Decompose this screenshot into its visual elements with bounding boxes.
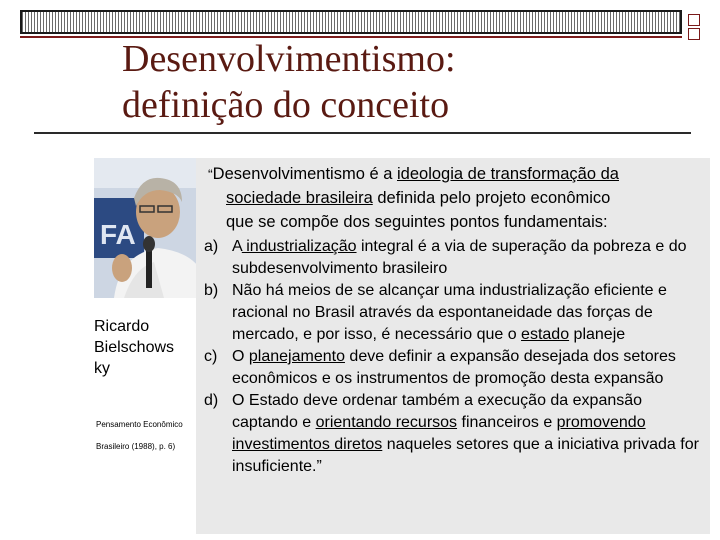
- item-d-underlined-2: promovendo investimentos diretos: [232, 414, 646, 453]
- caption-name-line2: Bielschows: [94, 339, 175, 356]
- item-b-underlined: estado: [521, 326, 570, 343]
- quote-intro-2b: definida pelo projeto econômico: [372, 189, 611, 207]
- slide-top-decoration: [20, 10, 682, 34]
- item-c-text: [232, 346, 700, 390]
- svg-text:FA: FA: [100, 219, 136, 250]
- item-d-post: naqueles setores que a iniciativa privada for insuficiente.”: [232, 436, 699, 475]
- item-c-post: deve definir a expansão desejada dos setores econômicos e os instrumentos de promoção desta expansão: [232, 348, 676, 387]
- slide-title-line1: Desenvolvimentismo:: [122, 38, 456, 80]
- quote-intro-2a: sociedade brasileira: [226, 189, 373, 207]
- caption-source-line2: Brasileiro (1988), p. 6): [96, 442, 176, 451]
- quote-points-list: [204, 236, 700, 478]
- quote-intro: [204, 162, 700, 234]
- item-c-underlined: planejamento: [248, 348, 345, 365]
- quote-intro-line1: [204, 162, 700, 186]
- item-a-marker: a): [204, 238, 219, 255]
- item-c-marker: c): [204, 348, 218, 365]
- slide-corner-box: [688, 14, 700, 26]
- item-a-text: [232, 236, 700, 280]
- caption-name-line1: Ricardo: [94, 318, 150, 335]
- caption-source: [96, 414, 183, 458]
- caption-source-line1: Pensamento Econômico: [96, 420, 183, 429]
- item-d-mid: financeiros e: [457, 414, 557, 431]
- item-b-marker: b): [204, 282, 219, 299]
- item-a-underlined: industrialização: [241, 238, 357, 255]
- item-d-text: [232, 390, 700, 478]
- quote-open-mark: “: [208, 166, 213, 182]
- slide-title-line2: definição do conceito: [122, 84, 450, 126]
- title-divider: [34, 132, 691, 134]
- item-d-pre: O Estado deve ordenar também a execução da expansão captando e: [232, 392, 643, 431]
- list-item-c: [204, 346, 700, 390]
- list-item-b: [204, 280, 700, 346]
- caption-name-line3: ky: [94, 360, 110, 377]
- quote-panel: [196, 158, 710, 534]
- item-a-pre: A: [232, 238, 242, 255]
- item-b-post: planeje: [569, 326, 626, 343]
- portrait-photo: [94, 158, 204, 298]
- quote-intro-1b: ideologia de transformação da: [397, 165, 619, 183]
- photo-caption: [94, 316, 174, 379]
- slide-title: [122, 36, 456, 128]
- item-a-post: integral é a via de superação da pobreza e do subdesenvolvimento brasileiro: [232, 238, 687, 277]
- quote-intro-line2: [204, 186, 700, 210]
- item-d-underlined-1: orientando recursos: [315, 414, 458, 431]
- slide-corner-box-lower: [688, 28, 700, 40]
- item-b-text: [232, 280, 700, 346]
- item-c-pre: O: [232, 348, 249, 365]
- quote-intro-line3: que se compõe dos seguintes pontos fundamentais:: [226, 213, 608, 231]
- list-item-d: [204, 390, 700, 478]
- item-d-marker: d): [204, 392, 219, 409]
- item-b-pre: Não há meios de se alcançar uma industrialização eficiente e racional no Brasil através da espontaneidade das forças de mercado, e por isso, é necessário que o: [232, 282, 667, 343]
- list-item-a: [204, 236, 700, 280]
- portrait-photo-graphic: [94, 158, 204, 298]
- quote-intro-1a: Desenvolvimentismo é a: [212, 165, 397, 183]
